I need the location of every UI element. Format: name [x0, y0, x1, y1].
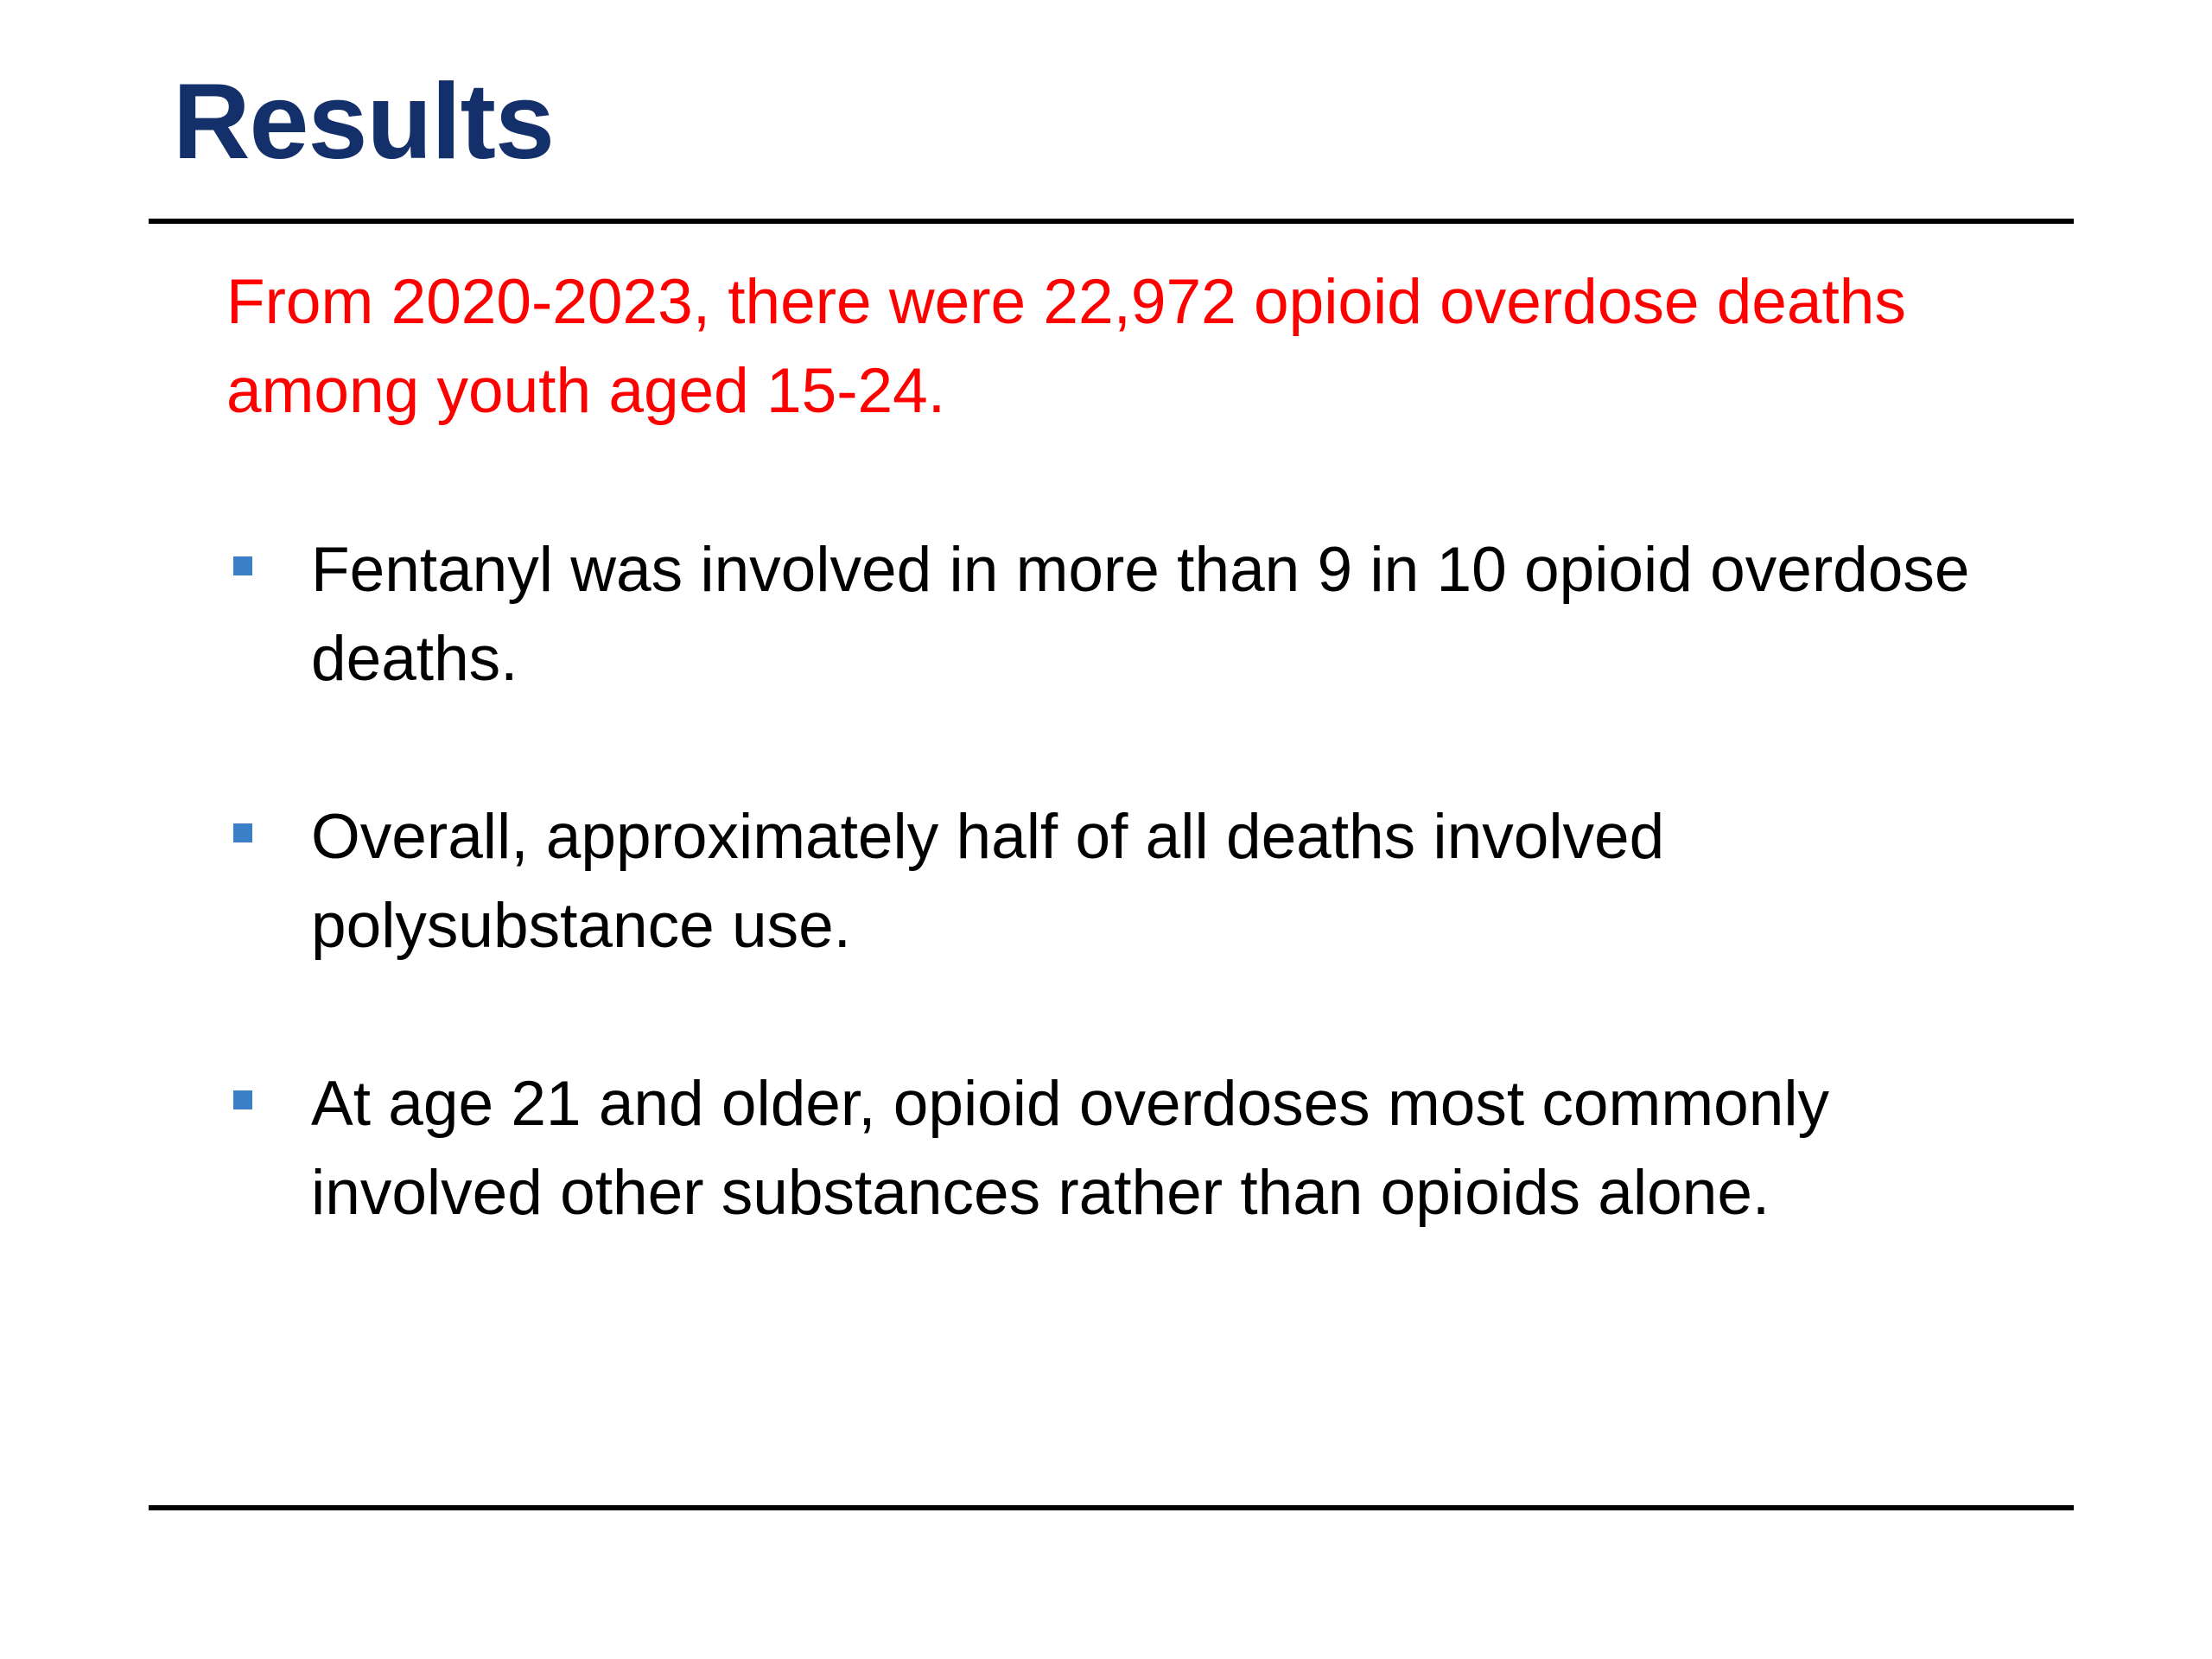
bullet-text: At age 21 and older, opioid overdoses most commonly involved other substances rather than opioids alone.	[311, 1069, 1830, 1228]
bullet-text: Fentanyl was involved in more than 9 in 10 opioid overdose deaths.	[311, 535, 1970, 694]
bottom-divider	[149, 1505, 2074, 1510]
bullet-item	[226, 525, 2075, 703]
slide-title: Results	[173, 62, 554, 181]
bullet-item	[226, 792, 2075, 970]
square-bullet-icon	[233, 1090, 252, 1109]
bullet-text: Overall, approximately half of all deaths involved polysubstance use.	[311, 802, 1665, 961]
square-bullet-icon	[233, 556, 252, 575]
square-bullet-icon	[233, 823, 252, 842]
bullet-item	[226, 1059, 2075, 1237]
bullet-list	[226, 525, 2075, 1326]
highlight-statement: From 2020-2023, there were 22,972 opioid overdose deaths among youth aged 15-24.	[226, 267, 1906, 426]
top-divider	[149, 219, 2074, 224]
